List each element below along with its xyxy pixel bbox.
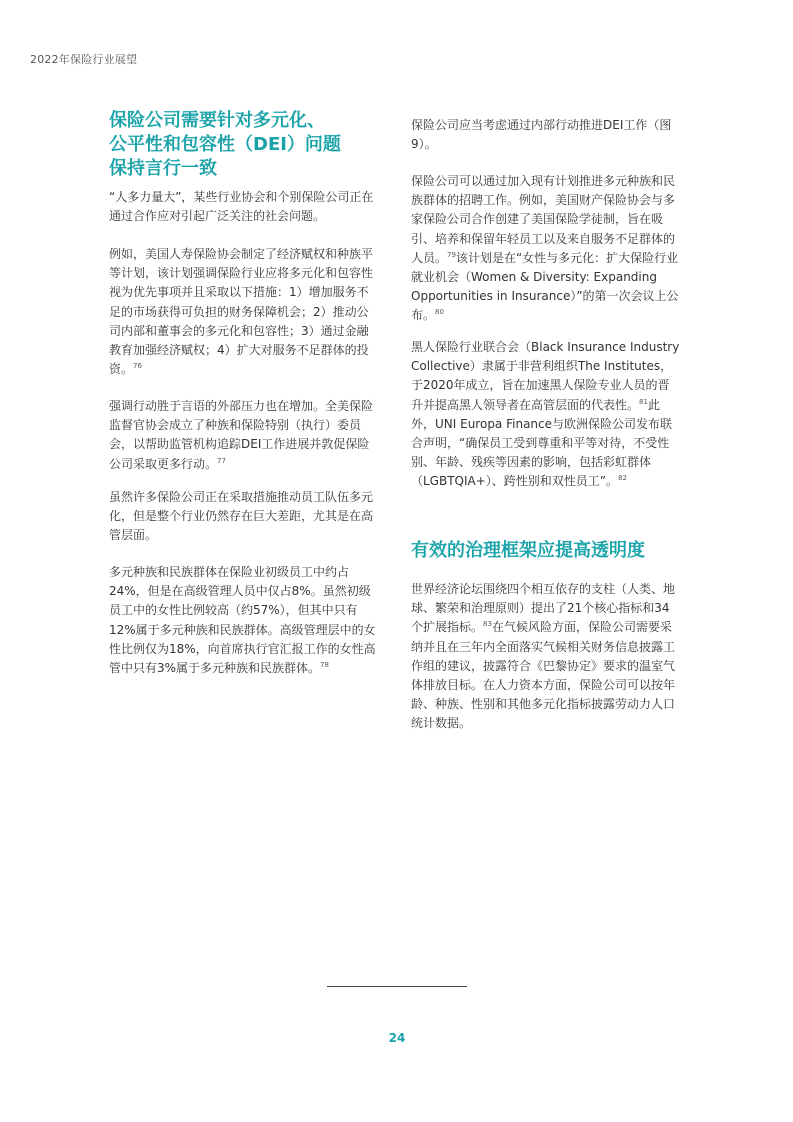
paragraph: [109, 488, 377, 546]
paragraph-text: 虽然许多保险公司正在采取措施推动员工队伍多元化，但是整个行业仍然存在巨大差距，尤其是在高管层面。: [109, 490, 374, 543]
paragraph-text: 例如，美国人寿保险协会制定了经济赋权和种族平等计划，该计划强调保险行业应将多元化和包容性视为优先事项并且采取以下措施：1）增加服务不足的市场获得可负担的财务保障机会；2）推动公司内部和董事会的多元化和包容性；3）通过金融教育加强经济赋权；4）扩大对服务不足群体的投资。: [109, 247, 374, 377]
paragraph: [411, 172, 681, 326]
paragraph: [109, 188, 377, 226]
section-heading-dei: [109, 109, 377, 181]
footnote-ref: 80: [435, 308, 444, 317]
page-number: 24: [388, 1031, 406, 1045]
paragraph-text: 此外，UNI Europa Finance与欧洲保险公司发布联合声明，“确保员工受到尊重和平等对待，不受性别、年龄、残疾等因素的影响，包括彩虹群体（LGBTQIA+）、跨性别和双性员工”。: [411, 397, 673, 489]
running-title: 2022年保险行业展望: [30, 53, 138, 66]
paragraph-text: 多元种族和民族群体在保险业初级员工中约占24%，但是在高级管理人员中仅占8%。虽然初级员工中的女性比例较高（约57%），但其中只有12%属于多元种族和民族群体。高级管理层中的女性比例仅为18%，向首席执行官汇报工作的女性高管中只有3%属于多元种族和民族群体。: [109, 565, 376, 676]
paragraph-text: 世界经济论坛围绕四个相互依存的支柱（人类、地球、繁荣和治理原则）提出了21个核心指标和34个扩展指标。: [411, 582, 676, 635]
heading-line: 保持言行一致: [109, 158, 217, 179]
paragraph-text: 保险公司应当考虑通过内部行动推进DEI工作（图9）。: [411, 118, 672, 152]
footnote-ref: 77: [217, 456, 226, 465]
footer-divider: [327, 986, 467, 987]
footnote-ref: 83: [483, 620, 492, 629]
paragraph: [109, 563, 377, 678]
paragraph-text: 黑人保险行业联合会（Black Insurance Industry Collective）隶属于非营利组织The Institutes，于2020年成立，旨在加速黑人保险专业人员的晋升并提高黑人领导者在高管层面的代表性。: [411, 340, 680, 412]
heading-line: 公平性和包容性（DEI）问题: [109, 134, 341, 155]
paragraph-text: “人多力量大”，某些行业协会和个别保险公司正在通过合作应对引起广泛关注的社会问题。: [109, 190, 374, 224]
footnote-ref: 76: [133, 362, 142, 371]
paragraph: [411, 338, 681, 492]
paragraph-text: 强调行动胜于言语的外部压力也在增加。全美保险监督官协会成立了种族和保险特别（执行）委员会，以帮助监管机构追踪DEI工作进展并敦促保险公司采取更多行动。: [109, 399, 374, 471]
paragraph: [411, 116, 681, 154]
paragraph: [109, 245, 377, 379]
paragraph: [109, 397, 377, 474]
footnote-ref: 81: [639, 397, 648, 406]
footnote-ref: 82: [618, 474, 627, 483]
paragraph-text: 在气候风险方面，保险公司需要采纳并且在三年内全面落实气候相关财务信息披露工作组的建议，披露符合《巴黎协定》要求的温室气体排放目标。在人力资本方面，保险公司可以按年龄、种族、性别和其他多元化指标披露劳动力人口统计数据。: [411, 620, 676, 731]
paragraph-text: 保险公司可以通过加入现有计划推进多元种族和民族群体的招聘工作。例如，美国财产保险协会与多家保险公司合作创建了美国保险学徒制，旨在吸引、培养和保留年轻员工以及来自服务不足群体的人员。: [411, 174, 676, 265]
footnote-ref: 78: [320, 661, 329, 670]
paragraph: [411, 580, 681, 734]
paragraph-text: 该计划是在“女性与多元化：扩大保险行业就业机会（Women & Diversity: Expanding Opportunities in Insurance）”的第一次会议上公布。: [411, 250, 679, 323]
footnote-ref: 79: [447, 250, 456, 259]
section-heading-governance: 有效的治理框架应提高透明度: [411, 540, 645, 561]
heading-line: 保险公司需要针对多元化、: [109, 110, 325, 131]
